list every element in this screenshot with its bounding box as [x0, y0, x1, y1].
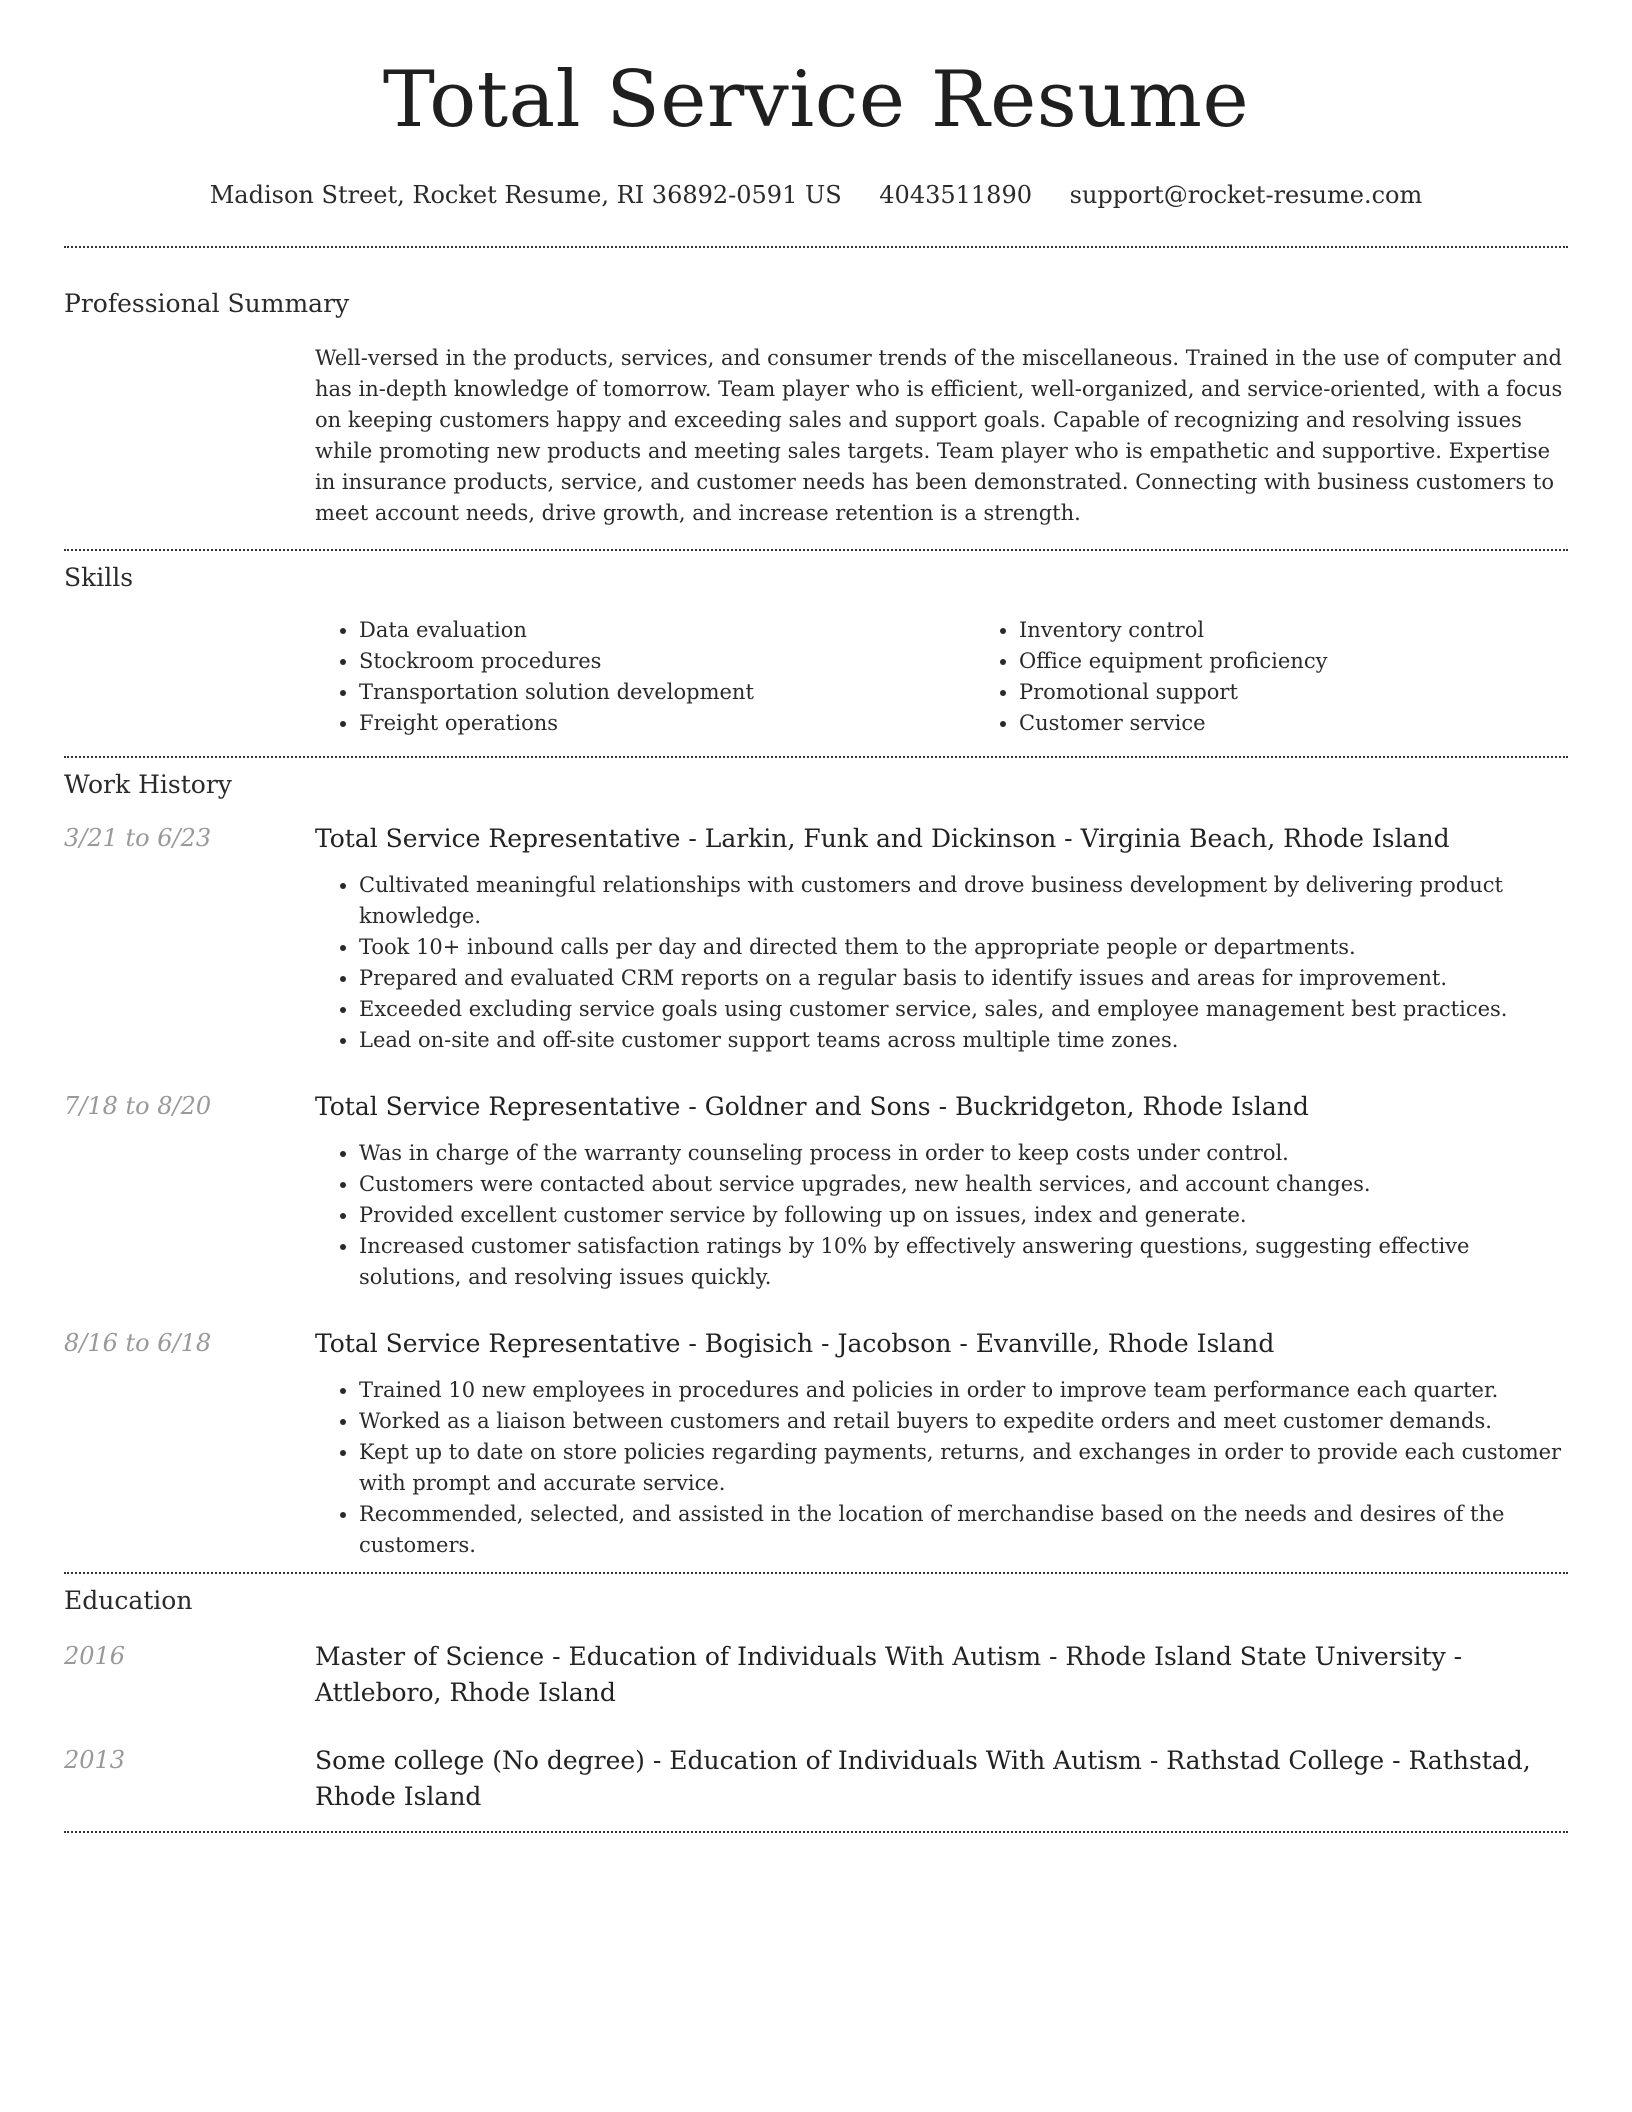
- skill-item: • Data evaluation: [359, 615, 975, 646]
- phone: 4043511890: [879, 181, 1032, 209]
- address: Madison Street, Rocket Resume, RI 36892-0591 US: [209, 181, 842, 209]
- job-bullet: • Kept up to date on store policies regarding payments, returns, and exchanges in order to provide each customer with prompt and accurate service.: [359, 1437, 1568, 1499]
- education-section: [64, 1574, 1568, 1815]
- skill-item: • Customer service: [1019, 708, 1632, 739]
- resume-name: Total Service Resume: [382, 55, 1250, 145]
- email: support@rocket-resume.com: [1069, 181, 1423, 209]
- summary-text: Well-versed in the products, services, and consumer trends of the miscellaneous. Trained in the use of computer and has in-depth knowledge of tomorrow. Team player who is efficient, well-organized, and service-oriented, with a focus on keeping customers happy and exceeding sales and support goals. Capable of recognizing and resolving issues while promoting new products and meeting sales targets. Team player who is empathetic and supportive. Expertise in insurance products, service, and customer needs has been demonstrated. Connecting with business customers to meet account needs, drive growth, and increase retention is a strength.: [315, 346, 1563, 525]
- job-entry: [64, 821, 1568, 1056]
- job-bullets: [315, 1138, 1568, 1293]
- skill-item: • Office equipment proficiency: [1019, 646, 1632, 677]
- skills-list-left: [315, 615, 975, 739]
- job-title: Total Service Representative - Goldner and Sons - Buckridgeton, Rhode Island: [315, 1092, 1309, 1121]
- job-dates: 7/18 to 8/20: [64, 1092, 212, 1120]
- job-bullet: • Recommended, selected, and assisted in the location of merchandise based on the needs and desires of the customers.: [359, 1499, 1568, 1561]
- contact-info: [64, 180, 1568, 210]
- work-history-title: Work History: [64, 770, 232, 799]
- job-bullet: • Was in charge of the warranty counseling process in order to keep costs under control.: [359, 1138, 1568, 1169]
- summary-section: [64, 248, 1568, 529]
- job-bullet: • Prepared and evaluated CRM reports on a regular basis to identify issues and areas for improvement.: [359, 963, 1568, 994]
- job-entry: [64, 1089, 1568, 1293]
- education-title-text: Some college (No degree) - Education of Individuals With Autism - Rathstad College - Rathstad, Rhode Island: [315, 1746, 1531, 1811]
- job-entry: [64, 1326, 1568, 1561]
- skill-item: • Promotional support: [1019, 677, 1632, 708]
- skill-item: • Freight operations: [359, 708, 975, 739]
- job-bullets: [315, 1375, 1568, 1561]
- job-bullet: • Worked as a liaison between customers and retail buyers to expedite orders and meet customer demands.: [359, 1406, 1568, 1437]
- job-dates: 3/21 to 6/23: [64, 824, 212, 852]
- job-bullet: • Increased customer satisfaction ratings by 10% by effectively answering questions, suggesting effective solutions, and resolving issues quickly.: [359, 1231, 1568, 1293]
- skills-section: [64, 551, 1568, 739]
- education-year: 2016: [64, 1642, 126, 1670]
- job-bullet: • Cultivated meaningful relationships with customers and drove business development by delivering product knowledge.: [359, 870, 1568, 932]
- education-year: 2013: [64, 1746, 126, 1774]
- job-bullets: [315, 870, 1568, 1056]
- education-entry: [64, 1743, 1568, 1815]
- job-bullet: • Provided excellent customer service by following up on issues, index and generate.: [359, 1200, 1568, 1231]
- job-dates: 8/16 to 6/18: [64, 1329, 212, 1357]
- job-bullet: • Trained 10 new employees in procedures and policies in order to improve team performance each quarter.: [359, 1375, 1568, 1406]
- job-bullet: • Exceeded excluding service goals using customer service, sales, and employee management best practices.: [359, 994, 1568, 1025]
- skill-item: • Inventory control: [1019, 615, 1632, 646]
- skills-list-right: [975, 615, 1632, 739]
- skill-item: • Stockroom procedures: [359, 646, 975, 677]
- work-history-section: [64, 758, 1568, 1561]
- skills-title: Skills: [64, 563, 134, 592]
- job-title: Total Service Representative - Larkin, Funk and Dickinson - Virginia Beach, Rhode Island: [315, 824, 1450, 853]
- education-title-text: Master of Science - Education of Individuals With Autism - Rhode Island State University - Attleboro, Rhode Island: [315, 1642, 1463, 1707]
- education-title: Education: [64, 1586, 193, 1615]
- job-bullet: • Lead on-site and off-site customer support teams across multiple time zones.: [359, 1025, 1568, 1056]
- summary-title: Professional Summary: [64, 289, 350, 318]
- skill-item: • Transportation solution development: [359, 677, 975, 708]
- divider: [64, 1831, 1568, 1833]
- job-bullet: • Customers were contacted about service upgrades, new health services, and account changes.: [359, 1169, 1568, 1200]
- job-title: Total Service Representative - Bogisich - Jacobson - Evanville, Rhode Island: [315, 1329, 1275, 1358]
- job-bullet: • Took 10+ inbound calls per day and directed them to the appropriate people or departments.: [359, 932, 1568, 963]
- education-entry: [64, 1639, 1568, 1711]
